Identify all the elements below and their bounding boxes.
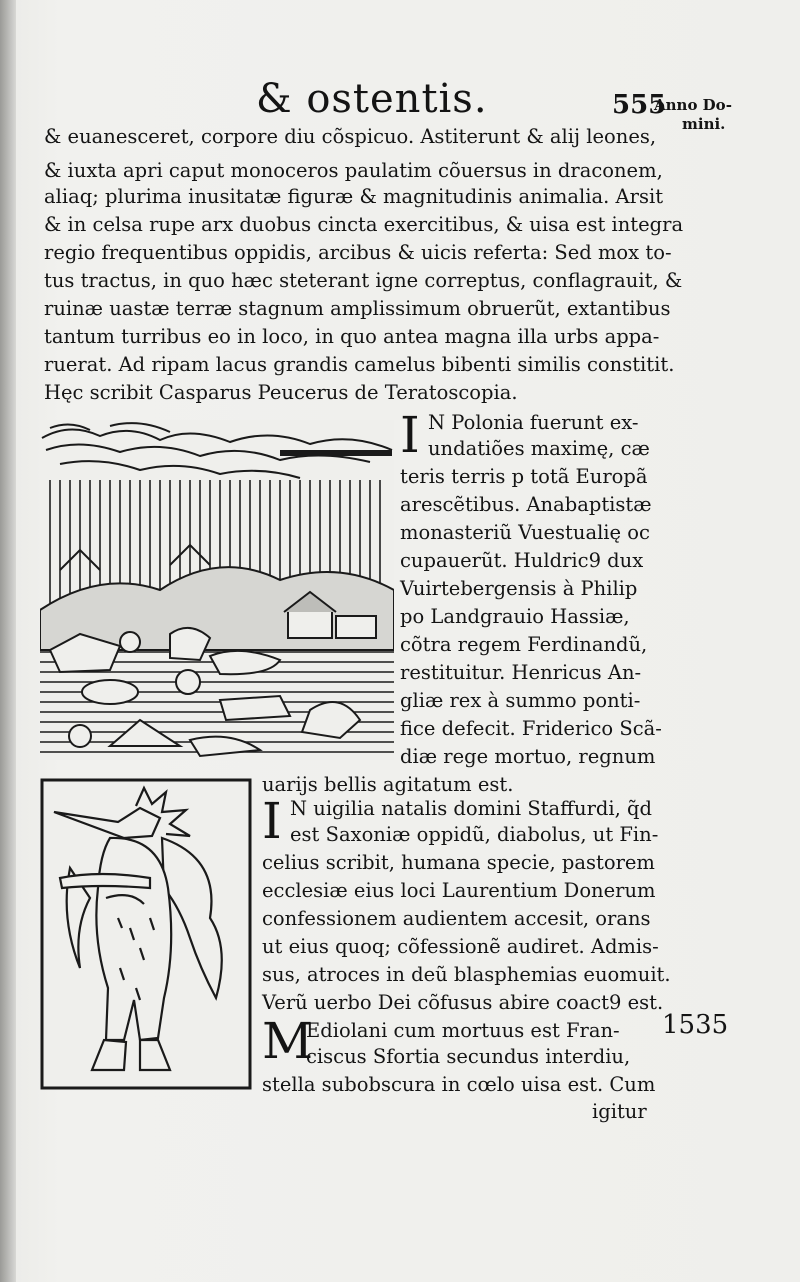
text-line: Hęc scribit Casparus Peucerus de Teratoscopia. [44, 381, 518, 404]
text-line: N Polonia fuerunt ex- [428, 411, 639, 434]
margin-note-line-1: Anno Do- [654, 96, 732, 114]
margin-year-note: 1535 [662, 1010, 729, 1040]
text-line: est Saxoniæ oppidũ, diabolus, ut Fin- [290, 823, 659, 846]
text-line: confessionem audientem accesit, orans [262, 907, 651, 930]
text-line: restituitur. Henricus An- [400, 661, 642, 684]
text-line: Ediolani cum mortuus est Fran- [306, 1019, 620, 1042]
text-line: tus tractus, in quo hæc steterant igne correptus, conflagrauit, & [44, 269, 683, 292]
text-line: & iuxta apri caput monoceros paulatim cõuersus in draconem, [44, 159, 663, 182]
text-line: regio frequentibus oppidis, arcibus & uicis referta: Sed mox to- [44, 241, 672, 264]
margin-note-line-2: mini. [682, 115, 726, 133]
text-line: gliæ rex à summo ponti- [400, 689, 641, 712]
text-line: cõtra regem Ferdinandũ, [400, 633, 648, 656]
text-line: ruinæ uastæ terræ stagnum amplissimum obruerũt, extantibus [44, 297, 671, 320]
page-number: 555 [612, 90, 667, 120]
text-line: cupauerũt. Huldric9 dux [400, 549, 644, 572]
text-line: sus, atroces in deũ blasphemias euomuit. [262, 963, 671, 986]
text-line: ciscus Sfortia secundus interdiu, [306, 1045, 631, 1068]
text-line: arescẽtibus. Anabaptistæ [400, 493, 652, 516]
text-line: Vuirtebergensis à Philip [400, 577, 638, 600]
text-line: tantum turribus eo in loco, in quo antea magna illa urbs appa- [44, 325, 660, 348]
text-line: aliaq; plurima inusitatæ figuræ & magnitudinis animalia. Arsit [44, 185, 664, 208]
drop-cap-I: I [262, 792, 282, 850]
text-line: ruerat. Ad ripam lacus grandis camelus bibenti similis constitit. [44, 353, 675, 376]
text-line: monasteriũ Vuestualię oc [400, 521, 650, 544]
devil-woodcut-illustration [40, 778, 252, 1090]
text-line: ecclesiæ eius loci Laurentium Donerum [262, 879, 656, 902]
drop-cap-I: I [400, 406, 420, 464]
flood-woodcut-svg [40, 420, 394, 760]
catchword: igitur [592, 1100, 647, 1123]
text-line: diæ rege mortuo, regnum [400, 745, 656, 768]
text-line: fice defecit. Friderico Scã- [400, 717, 662, 740]
text-line: ut eius quoq; cõfessionẽ audiret. Admis- [262, 935, 659, 958]
text-line: teris terris p totã Europã [400, 465, 648, 488]
devil-woodcut-svg [40, 778, 252, 1090]
drop-cap-M: M [262, 1012, 314, 1070]
text-line: & in celsa rupe arx duobus cincta exercitibus, & uisa est integra [44, 213, 684, 236]
text-line: po Landgrauio Hassiæ, [400, 605, 630, 628]
text-line: celius scribit, humana specie, pastorem [262, 851, 655, 874]
flood-woodcut-illustration [40, 420, 394, 760]
text-line: uarijs bellis agitatum est. [262, 773, 514, 796]
text-line: stella subobscura in cœlo uisa est. Cum [262, 1073, 656, 1096]
margin-annotation [654, 96, 744, 134]
text-line: N uigilia natalis domini Staffurdi, q̃d [290, 797, 652, 820]
text-line: Verũ uerbo Dei cõfusus abire coact9 est. [262, 991, 664, 1014]
page-gutter [0, 0, 16, 1282]
running-head: & ostentis. [256, 76, 488, 122]
text-line: & euanesceret, corpore diu cõspicuo. Astiterunt & alij leones, [44, 125, 657, 148]
text-line: undatiões maximę, cæ [428, 437, 650, 460]
